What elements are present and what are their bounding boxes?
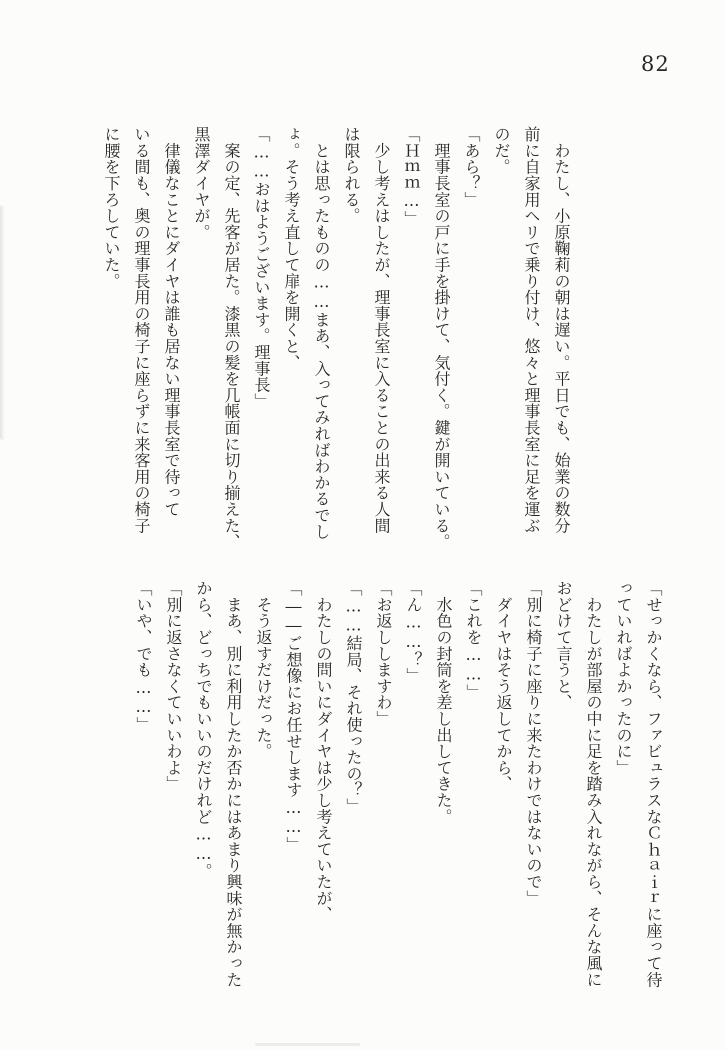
text-line: 「あら？」 <box>462 126 481 208</box>
text-line: っていればよかったのに」 <box>614 580 633 776</box>
text-line: 理事長室の戸に手を掛けて、気付く。鍵が開いている。 <box>432 126 451 550</box>
lower-text-block <box>128 580 668 1025</box>
text-line: ダイヤはそう返してから、 <box>494 580 513 792</box>
text-line: 「いや、でも……」 <box>134 580 153 733</box>
page-number: 82 <box>641 52 670 76</box>
text-line: ょ。そう考え直して扉を開くと、 <box>282 126 301 371</box>
text-line: 少し考えはしたが、理事長室に入ることの出来る人間 <box>372 126 391 534</box>
text-line: 「別に椅子に座りに来たわけではないので」 <box>524 580 543 906</box>
text-line: 「……結局、それ使ったの？」 <box>344 580 363 815</box>
text-line: 「……おはようございます。理事長」 <box>252 126 271 410</box>
text-line: から、どっちでもいいのだけれど……。 <box>194 580 213 880</box>
scan-mark-bottom <box>255 1043 360 1046</box>
text-line: 水色の封筒を差し出してきた。 <box>434 580 453 825</box>
text-line: 「これを……」 <box>464 580 483 701</box>
text-line: のだ。 <box>492 126 511 175</box>
text-line: とは思ったものの……まあ、入ってみればわかるでし <box>312 126 331 540</box>
text-line: わたしの問いにダイヤは少し考えていたが、 <box>314 580 333 923</box>
text-line: そう返すだけだった。 <box>254 580 273 760</box>
text-line: 「Ｈｍｍ…」 <box>402 126 421 227</box>
text-line: わたしが部屋の中に足を踏み入れながら、そんな風に <box>584 580 603 988</box>
text-line: 律儀なことにダイヤは誰も居ない理事長室で待って <box>162 126 181 518</box>
text-line: 「せっかくなら、ファビュラスなＣｈａｉｒに座って待 <box>644 580 663 988</box>
text-line: 「――ご想像にお任せします……」 <box>284 580 303 853</box>
text-line: は限られる。 <box>342 126 361 224</box>
text-line: 「ん……？」 <box>404 580 423 684</box>
text-line: 黒澤ダイヤが。 <box>192 126 211 241</box>
text-line: まあ、別に利用したか否かにはあまり興味が無かった <box>224 580 243 988</box>
text-line: に腰を下ろしていた。 <box>102 126 121 289</box>
text-line: わたし、小原鞠莉の朝は遅い。平日でも、始業の数分 <box>552 126 571 534</box>
scan-smudge-left <box>0 205 5 440</box>
text-line: 「別に返さなくていいわよ」 <box>164 580 183 792</box>
text-line: おどけて言うと、 <box>554 580 573 711</box>
text-line: 前に自家用ヘリで乗り付け、悠々と理事長室に足を運ぶ <box>522 126 541 534</box>
text-line: いる間も、奥の理事長用の椅子に座らずに来客用の椅子 <box>132 126 151 534</box>
text-line: 案の定、先客が居た。漆黒の髪を几帳面に切り揃えた、 <box>222 126 241 550</box>
text-line: 「お返ししますわ」 <box>374 580 393 727</box>
upper-text-block <box>96 126 576 571</box>
